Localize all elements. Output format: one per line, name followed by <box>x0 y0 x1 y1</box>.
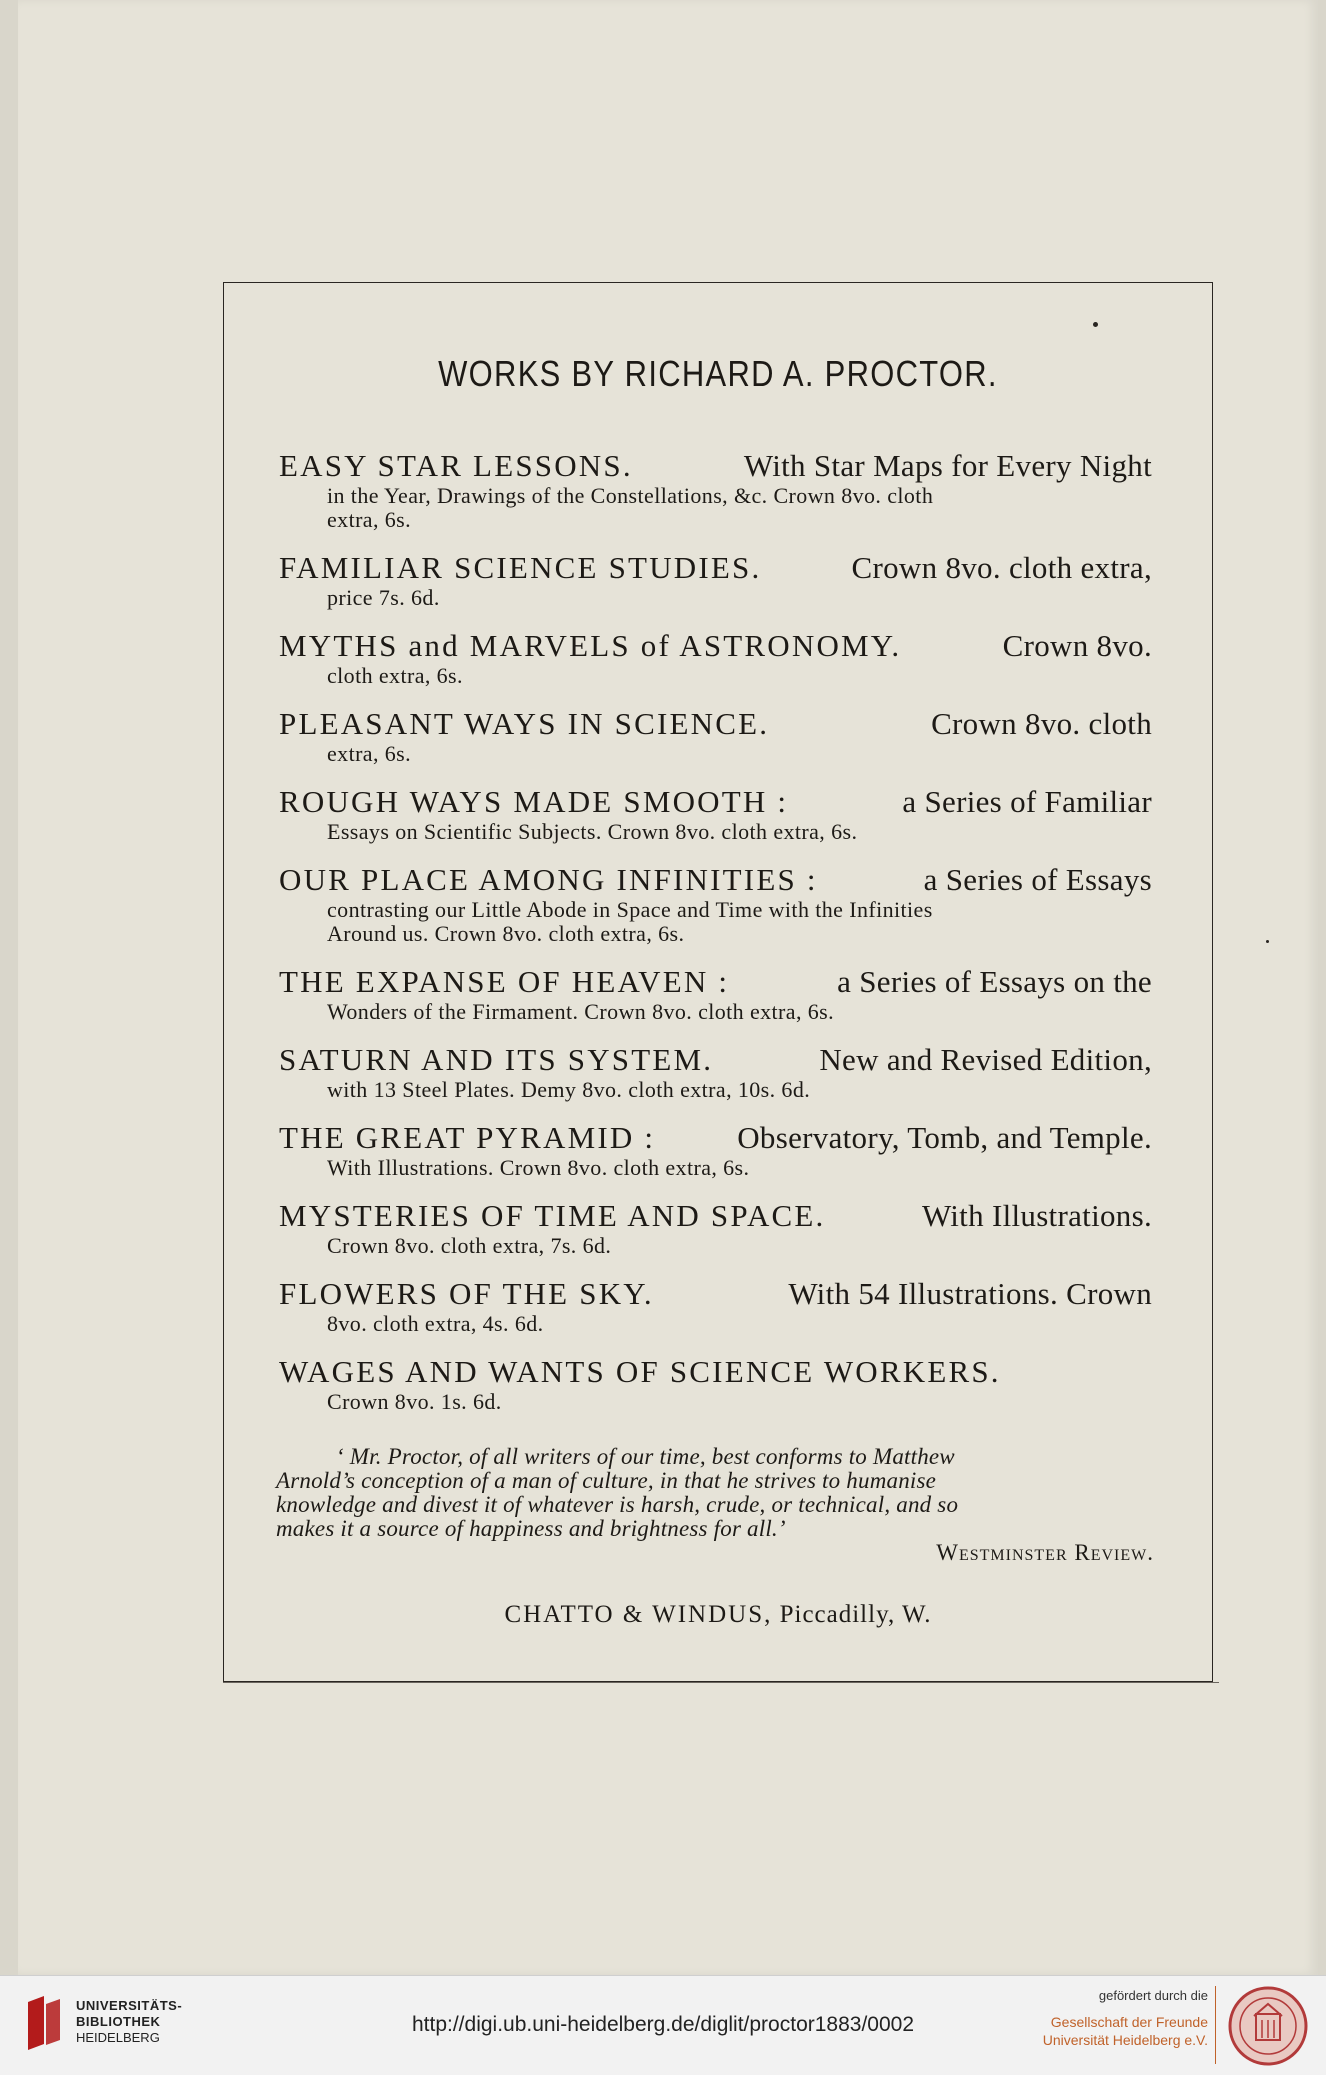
work-details: price 7s. 6d. <box>327 585 440 610</box>
work-title: EASY STAR LESSONS. <box>279 448 633 483</box>
publisher-imprint <box>224 1601 1212 1629</box>
sponsor-credit <box>1043 1988 1208 2049</box>
work-entry <box>279 1198 1152 1258</box>
quote-line <box>276 1469 1154 1493</box>
footer-divider <box>1215 1986 1216 2064</box>
work-details: With Illustrations. Crown 8vo. cloth extra, 6s. <box>327 1155 750 1180</box>
work-entry-headline <box>279 1120 1152 1156</box>
work-entry-headline <box>279 784 1152 820</box>
quote-line-text: knowledge and divest it of whatever is harsh, crude, or technical, and so <box>276 1492 959 1517</box>
quote-line <box>276 1517 1154 1541</box>
work-description: Observatory, Tomb, and Temple. <box>737 1120 1152 1155</box>
digitization-footer <box>0 1975 1326 2075</box>
works-list <box>279 448 1152 1432</box>
university-seal-icon <box>1228 1986 1308 2066</box>
work-entry-headline <box>279 550 1152 586</box>
work-entry-headline <box>279 862 1152 898</box>
work-title: MYSTERIES OF TIME AND SPACE. <box>279 1198 826 1233</box>
quote-line <box>276 1493 1154 1517</box>
work-description: New and Revised Edition, <box>819 1042 1152 1077</box>
work-entry <box>279 1120 1152 1180</box>
work-description: a Series of Essays <box>923 862 1152 897</box>
work-details: contrasting our Little Abode in Space and Time with the Infinities <box>327 897 933 922</box>
work-entry <box>279 964 1152 1024</box>
work-entry-headline <box>279 1276 1152 1312</box>
library-name-line: UNIVERSITÄTS- <box>76 1998 183 2013</box>
work-entry-headline <box>279 1354 1152 1390</box>
permalink-url[interactable]: http://digi.ub.uni-heidelberg.de/diglit/proctor1883/0002 <box>411 2013 915 2036</box>
sponsor-name-line: Gesellschaft der Freunde <box>1050 2014 1208 2030</box>
work-details: Around us. Crown 8vo. cloth extra, 6s. <box>327 921 685 946</box>
work-details: Wonders of the Firmament. Crown 8vo. cloth extra, 6s. <box>327 999 835 1024</box>
work-entry <box>279 448 1152 532</box>
advertisement-frame <box>223 282 1213 1682</box>
work-description: Crown 8vo. cloth <box>931 706 1152 741</box>
work-title: PLEASANT WAYS IN SCIENCE. <box>279 706 770 741</box>
work-entry <box>279 1276 1152 1336</box>
work-details: extra, 6s. <box>327 507 412 532</box>
work-details: with 13 Steel Plates. Demy 8vo. cloth extra, 10s. 6d. <box>327 1077 811 1102</box>
work-description: With Star Maps for Every Night <box>743 448 1152 483</box>
work-title: WAGES AND WANTS OF SCIENCE WORKERS. <box>279 1354 1001 1389</box>
work-title: SATURN AND ITS SYSTEM. <box>279 1042 714 1077</box>
work-details: 8vo. cloth extra, 4s. 6d. <box>327 1311 544 1336</box>
work-title: FLOWERS OF THE SKY. <box>279 1276 654 1311</box>
work-details: Essays on Scientific Subjects. Crown 8vo. cloth extra, 6s. <box>327 819 858 844</box>
sponsor-name-line: Universität Heidelberg e.V. <box>1042 2032 1208 2048</box>
work-entry <box>279 1354 1152 1414</box>
work-description: a Series of Familiar <box>902 784 1152 819</box>
quote-line-text: makes it a source of happiness and brightness for all.’ <box>276 1516 786 1541</box>
quote-line <box>276 1445 1154 1469</box>
work-title: THE EXPANSE OF HEAVEN : <box>279 964 730 999</box>
work-entry-headline <box>279 1198 1152 1234</box>
work-details: cloth extra, 6s. <box>327 663 463 688</box>
work-description: With Illustrations. <box>921 1198 1152 1233</box>
work-description: Crown 8vo. cloth extra, <box>851 550 1152 585</box>
quote-source: Westminster Review. <box>936 1540 1154 1565</box>
work-details: in the Year, Drawings of the Constellations, &c. Crown 8vo. cloth <box>327 483 934 508</box>
work-entry <box>279 550 1152 610</box>
work-entry-headline <box>279 1042 1152 1078</box>
work-details: Crown 8vo. cloth extra, 7s. 6d. <box>327 1233 612 1258</box>
work-entry-headline <box>279 628 1152 664</box>
work-title: THE GREAT PYRAMID : <box>279 1120 656 1155</box>
library-name-line: HEIDELBERG <box>76 2030 160 2045</box>
ink-speck <box>1266 940 1269 943</box>
work-title: OUR PLACE AMONG INFINITIES : <box>279 862 818 897</box>
review-quote <box>276 1445 1154 1565</box>
work-entry <box>279 706 1152 766</box>
work-entry-headline <box>279 706 1152 742</box>
work-entry-headline <box>279 448 1152 484</box>
library-name-line: BIBLIOTHEK <box>76 2014 161 2029</box>
quote-line-text: Arnold’s conception of a man of culture, in that he strives to humanise <box>276 1468 937 1493</box>
work-description: With 54 Illustrations. Crown <box>788 1276 1152 1311</box>
work-details: Crown 8vo. 1s. 6d. <box>327 1389 502 1414</box>
work-title: ROUGH WAYS MADE SMOOTH : <box>279 784 789 819</box>
work-title: FAMILIAR SCIENCE STUDIES. <box>279 550 762 585</box>
work-title: MYTHS and MARVELS of ASTRONOMY. <box>279 628 902 663</box>
work-entry <box>279 1042 1152 1102</box>
publisher-name: CHATTO & WINDUS, <box>504 1601 773 1628</box>
quote-line-text: ‘ Mr. Proctor, of all writers of our time, best conforms to Matthew <box>336 1444 955 1469</box>
work-entry <box>279 784 1152 844</box>
work-description: Crown 8vo. <box>1002 628 1152 663</box>
work-details: extra, 6s. <box>327 741 412 766</box>
sponsor-intro: gefördert durch die <box>1098 1988 1208 2003</box>
work-entry <box>279 628 1152 688</box>
publisher-place: Piccadilly, W. <box>779 1601 932 1628</box>
work-entry <box>279 862 1152 946</box>
work-description: a Series of Essays on the <box>837 964 1152 999</box>
frame-bottom-rule <box>223 1682 1219 1683</box>
work-entry-headline <box>279 964 1152 1000</box>
page-heading: WORKS BY RICHARD A. PROCTOR. <box>438 353 998 394</box>
